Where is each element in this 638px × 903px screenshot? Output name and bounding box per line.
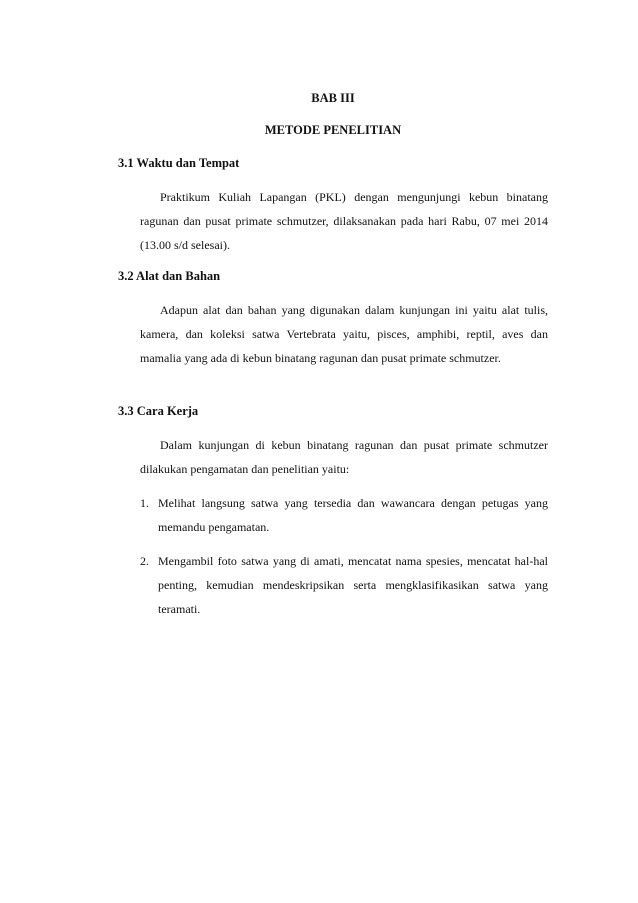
- section-heading: 3.2 Alat dan Bahan: [118, 269, 221, 283]
- chapter-number: BAB III: [311, 91, 355, 105]
- section-paragraph: Dalam kunjungan di kebun binatang ragunan dan pusat primate schmutzer dilakukan pengamatan dan penelitian yaitu:: [140, 438, 548, 476]
- list-item: [118, 549, 548, 621]
- section-alat-dan-bahan: [118, 268, 548, 370]
- list-item: [118, 491, 548, 539]
- chapter-title: METODE PENELITIAN: [264, 123, 402, 137]
- section-paragraph: Adapun alat dan bahan yang digunakan dalam kunjungan ini yaitu alat tulis, kamera, dan koleksi satwa Vertebrata yaitu, pisces, amphibi, reptil, aves dan mamalia yang ada di kebun binatang ragunan dan pusat primate schmutzer.: [140, 303, 548, 365]
- list-item-number: 2.: [140, 554, 149, 568]
- section-cara-kerja: [118, 403, 548, 621]
- section-heading: 3.3 Cara Kerja: [118, 404, 199, 418]
- section-heading: 3.1 Waktu dan Tempat: [118, 156, 240, 170]
- section-waktu-dan-tempat: [118, 155, 548, 257]
- list-item-text: Mengambil foto satwa yang di amati, mencatat nama spesies, mencatat hal-hal penting, kemudian mendeskripsikan serta mengklasifikasikan satwa yang teramati.: [158, 554, 548, 616]
- list-item-text: Melihat langsung satwa yang tersedia dan wawancara dengan petugas yang memandu pengamatan.: [158, 496, 548, 534]
- list-item-number: 1.: [140, 496, 149, 510]
- steps-list: [118, 491, 548, 621]
- section-paragraph: Praktikum Kuliah Lapangan (PKL) dengan mengunjungi kebun binatang ragunan dan pusat primate schmutzer, dilaksanakan pada hari Rabu, 07 mei 2014 (13.00 s/d selesai).: [140, 190, 548, 252]
